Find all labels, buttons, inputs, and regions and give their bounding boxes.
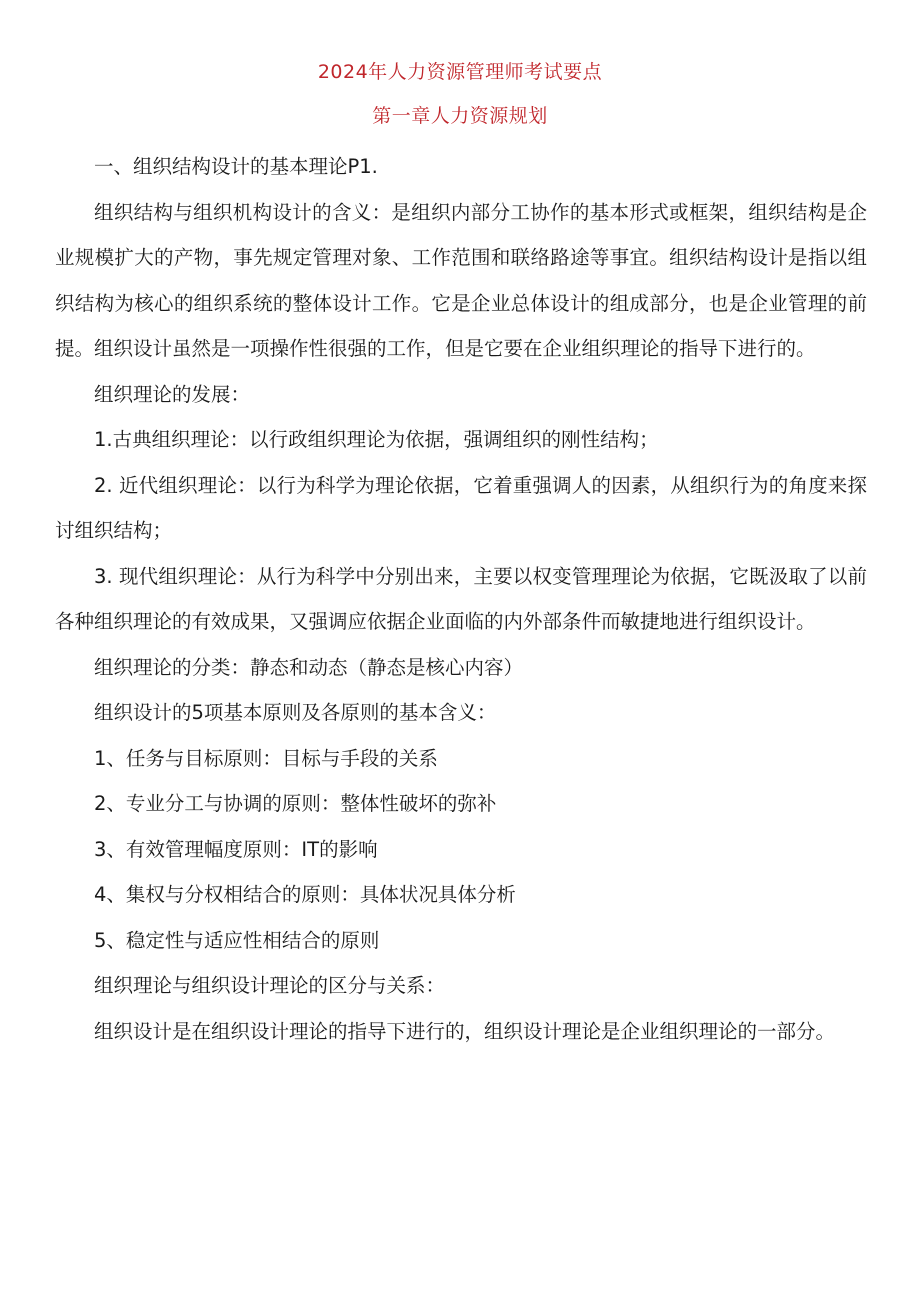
list-item-modern-early-theory: 2. 近代组织理论：以行为科学为理论依据，它着重强调人的因素，从组织行为的角度来探讨组织结构； bbox=[55, 473, 867, 542]
chapter-title: 第一章人力资源规划 bbox=[372, 105, 548, 127]
list-item-principle-2: 2、专业分工与协调的原则：整体性破坏的弥补 bbox=[94, 792, 497, 815]
section-heading: 一、组织结构设计的基本理论P1. bbox=[94, 155, 378, 178]
paragraph-principles-heading: 组织设计的5项基本原则及各原则的基本含义： bbox=[94, 701, 497, 724]
paragraph-classification: 组织理论的分类：静态和动态（静态是核心内容） bbox=[94, 655, 524, 679]
list-item-principle-1: 1、任务与目标原则：目标与手段的关系 bbox=[94, 746, 438, 770]
list-item-principle-4: 4、集权与分权相结合的原则：具体状况具体分析 bbox=[94, 883, 516, 906]
list-item-contemporary-theory: 3. 现代组织理论：从行为科学中分别出来，主要以权变管理理论为依据，它既汲取了以前各种组织理论的有效成果，又强调应依据企业面临的内外部条件而敏捷地进行组织设计。 bbox=[55, 564, 867, 633]
document-title: 2024年人力资源管理师考试要点 bbox=[317, 61, 603, 83]
list-item-principle-3: 3、有效管理幅度原则：IT的影响 bbox=[94, 837, 378, 861]
document-body bbox=[55, 144, 867, 1054]
paragraph-relation-heading: 组织理论与组织设计理论的区分与关系： bbox=[94, 974, 446, 997]
list-item-classical-theory: 1.古典组织理论：以行政组织理论为依据，强调组织的刚性结构； bbox=[94, 428, 659, 451]
paragraph-development-heading: 组织理论的发展： bbox=[94, 382, 251, 406]
paragraph-definition: 组织结构与组织机构设计的含义：是组织内部分工协作的基本形式或框架，组织结构是企业规模扩大的产物，事先规定管理对象、工作范围和联络路途等事宜。组织结构设计是指以组织结构为核心的组织系统的整体设计工作。它是企业总体设计的组成部分，也是企业管理的前提。组织设计虽然是一项操作性很强的工作，但是它要在企业组织理论的指导下进行的。 bbox=[55, 200, 867, 360]
paragraph-relation: 组织设计是在组织设计理论的指导下进行的，组织设计理论是企业组织理论的一部分。 bbox=[94, 1019, 836, 1043]
list-item-principle-5: 5、稳定性与适应性相结合的原则 bbox=[94, 928, 380, 952]
